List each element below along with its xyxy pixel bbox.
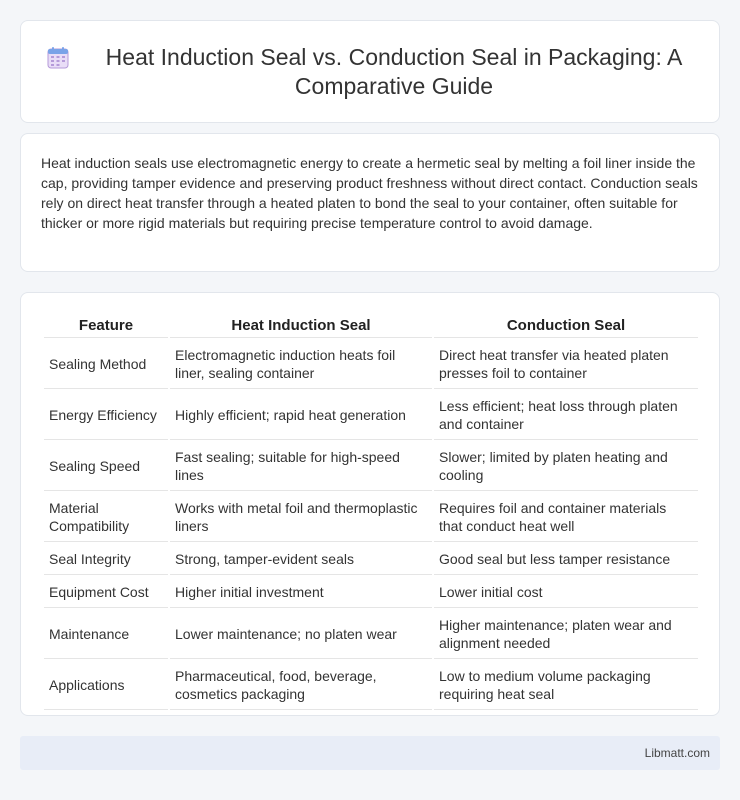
conduction-cell: Low to medium volume packaging requiring heat seal	[434, 661, 698, 710]
feature-cell: Seal Integrity	[44, 544, 168, 575]
footer	[20, 736, 720, 770]
feature-cell: Energy Efficiency	[44, 391, 168, 440]
conduction-cell: Less efficient; heat loss through platen and container	[434, 391, 698, 440]
heat-induction-cell: Electromagnetic induction heats foil liner, sealing container	[170, 340, 432, 389]
comparison-table	[42, 312, 700, 712]
header-conduction: Conduction Seal	[434, 314, 698, 338]
header-feature: Feature	[44, 314, 168, 338]
table-row	[44, 610, 698, 659]
feature-cell: Sealing Method	[44, 340, 168, 389]
header	[21, 21, 719, 122]
conduction-cell: Higher maintenance; platen wear and alignment needed	[434, 610, 698, 659]
page-title: Heat Induction Seal vs. Conduction Seal in Packaging: A Comparative Guide	[105, 43, 683, 99]
heat-induction-cell: Highly efficient; rapid heat generation	[170, 391, 432, 440]
intro-card	[20, 133, 720, 272]
conduction-cell: Good seal but less tamper resistance	[434, 544, 698, 575]
heat-induction-cell: Works with metal foil and thermoplastic liners	[170, 493, 432, 542]
heat-induction-cell: Lower maintenance; no platen wear	[170, 610, 432, 659]
heat-induction-cell: Higher initial investment	[170, 577, 432, 608]
conduction-cell: Direct heat transfer via heated platen presses foil to container	[434, 340, 698, 389]
header-heat-induction: Heat Induction Seal	[170, 314, 432, 338]
conduction-cell: Slower; limited by platen heating and cooling	[434, 442, 698, 491]
calendar-icon	[46, 46, 70, 70]
header-card	[20, 20, 720, 123]
heat-induction-cell: Fast sealing; suitable for high-speed lines	[170, 442, 432, 491]
table-header-row	[44, 314, 698, 338]
conduction-cell: Lower initial cost	[434, 577, 698, 608]
table-row	[44, 340, 698, 389]
feature-cell: Sealing Speed	[44, 442, 168, 491]
table-row	[44, 544, 698, 575]
intro-paragraph: Heat induction seals use electromagnetic energy to create a hermetic seal by melting a foil liner inside the cap, providing tamper evidence and preserving product freshness without direct contact. Conduction seals rely on direct heat transfer through a heated platen to bond the seal to your container, often suitable for thicker or more rigid materials but requiring precise temperature control to avoid damage.	[41, 155, 698, 231]
table-row	[44, 661, 698, 710]
heat-induction-cell: Strong, tamper-evident seals	[170, 544, 432, 575]
table-row	[44, 442, 698, 491]
conduction-cell: Requires foil and container materials that conduct heat well	[434, 493, 698, 542]
footer-site-link[interactable]: Libmatt.com	[644, 746, 710, 760]
feature-cell: Maintenance	[44, 610, 168, 659]
table-row	[44, 493, 698, 542]
feature-cell: Material Compatibility	[44, 493, 168, 542]
heat-induction-cell: Pharmaceutical, food, beverage, cosmetics packaging	[170, 661, 432, 710]
feature-cell: Applications	[44, 661, 168, 710]
table-row	[44, 577, 698, 608]
feature-cell: Equipment Cost	[44, 577, 168, 608]
table-row	[44, 391, 698, 440]
comparison-card	[20, 292, 720, 716]
